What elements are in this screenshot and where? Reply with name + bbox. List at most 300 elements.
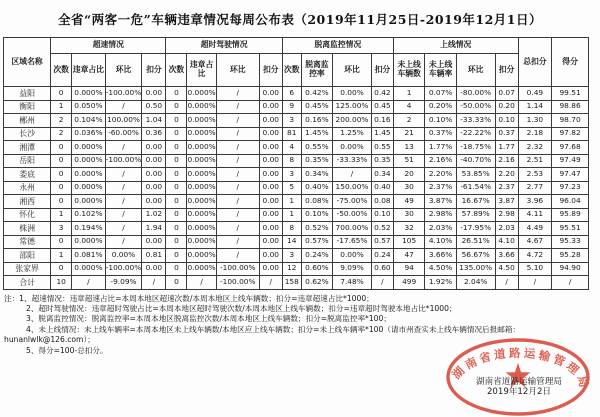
col-header-total-deduction: 总扣分 bbox=[518, 38, 552, 87]
data-cell: 0.60 bbox=[371, 262, 393, 276]
data-cell: 2.77 bbox=[518, 181, 552, 195]
data-cell: 125.00% bbox=[333, 100, 372, 114]
data-cell: 0.10 bbox=[371, 208, 393, 222]
data-cell: 2.16 bbox=[495, 154, 518, 168]
data-cell: -33.33% bbox=[456, 114, 495, 128]
data-cell: 0.000% bbox=[187, 141, 216, 155]
region-name: 长沙 bbox=[4, 127, 51, 141]
data-cell: 0 bbox=[166, 262, 187, 276]
data-cell: 0.000% bbox=[72, 87, 106, 101]
col-header-offline-vehicle-count: 未上线车辆数 bbox=[393, 54, 424, 87]
data-cell: 0.00 bbox=[259, 195, 282, 209]
data-cell: 0 bbox=[166, 181, 187, 195]
data-cell: 0.36 bbox=[142, 127, 166, 141]
data-cell: 1.77% bbox=[425, 141, 456, 155]
data-cell: / bbox=[216, 249, 259, 263]
data-cell: 0.55% bbox=[301, 141, 332, 155]
data-cell: 0.40 bbox=[371, 181, 393, 195]
data-cell: 30 bbox=[393, 208, 424, 222]
data-cell: 9.09% bbox=[333, 262, 372, 276]
data-cell: 3 bbox=[282, 249, 301, 263]
data-cell: / bbox=[105, 141, 142, 155]
data-cell: 0.000% bbox=[187, 154, 216, 168]
data-cell: 0.00 bbox=[142, 87, 166, 101]
data-cell: 2.53 bbox=[518, 168, 552, 182]
table-row bbox=[4, 127, 589, 141]
col-header-overtime-chain: 环比 bbox=[216, 54, 259, 87]
data-cell: -17.95% bbox=[456, 222, 495, 236]
data-cell: 4 bbox=[282, 141, 301, 155]
data-cell: 0.08 bbox=[371, 195, 393, 209]
data-cell: 1.30 bbox=[518, 114, 552, 128]
data-cell: / bbox=[259, 276, 282, 290]
data-cell: / bbox=[216, 154, 259, 168]
table-row bbox=[4, 222, 589, 236]
data-cell: 2 bbox=[51, 127, 72, 141]
data-cell: 0.102% bbox=[72, 208, 106, 222]
data-cell: 0.60% bbox=[301, 262, 332, 276]
data-cell: 0.16 bbox=[371, 114, 393, 128]
data-cell: 0.10% bbox=[425, 114, 456, 128]
data-cell: 95.51 bbox=[552, 222, 589, 236]
data-cell: 1 bbox=[51, 208, 72, 222]
note-line: 4、未上线情况：未上线车辆率=本周本地区未上线车辆数/本地区应上线车辆数；扣分=未上线车辆率*100（请市州查实未上线车辆情况后报邮箱： bbox=[26, 324, 521, 334]
data-cell: / bbox=[495, 276, 518, 290]
data-cell: 1 bbox=[282, 208, 301, 222]
data-cell: 12 bbox=[282, 262, 301, 276]
data-cell: 0 bbox=[51, 141, 72, 155]
data-cell: 0.000% bbox=[187, 195, 216, 209]
group-header-speeding: 超速情况 bbox=[51, 38, 166, 54]
data-cell: 0.10 bbox=[495, 114, 518, 128]
data-cell: 0.08% bbox=[301, 195, 332, 209]
region-name: 湘西 bbox=[4, 195, 51, 209]
data-cell: 4.67 bbox=[518, 235, 552, 249]
col-header-online-chain: 环比 bbox=[456, 54, 495, 87]
data-cell: 1.92% bbox=[425, 276, 456, 290]
data-cell: 6 bbox=[282, 87, 301, 101]
data-cell: 0 bbox=[166, 235, 187, 249]
data-cell: -22.22% bbox=[456, 127, 495, 141]
data-cell: 100.00% bbox=[105, 114, 142, 128]
table-row bbox=[4, 208, 589, 222]
data-cell: 0.000% bbox=[187, 208, 216, 222]
data-cell: 0.000% bbox=[72, 154, 106, 168]
data-cell: 0.52 bbox=[371, 222, 393, 236]
data-cell: 95.89 bbox=[552, 208, 589, 222]
table-row bbox=[4, 276, 589, 290]
data-cell: / bbox=[371, 276, 393, 290]
data-cell: -75.00% bbox=[333, 195, 372, 209]
data-cell: 150.00% bbox=[333, 181, 372, 195]
data-cell: 0.24% bbox=[301, 249, 332, 263]
data-cell: -33.33% bbox=[333, 154, 372, 168]
data-cell: 0.45% bbox=[301, 100, 332, 114]
data-cell: 0.62% bbox=[301, 276, 332, 290]
data-cell: -100.00% bbox=[105, 87, 142, 101]
data-cell: 0.50 bbox=[142, 100, 166, 114]
data-cell: 97.68 bbox=[552, 141, 589, 155]
data-cell: 9 bbox=[282, 100, 301, 114]
signature-block bbox=[443, 336, 595, 417]
data-cell: 0.000% bbox=[187, 235, 216, 249]
issue-date: 2019年12月2日 bbox=[486, 387, 552, 398]
region-name: 岳阳 bbox=[4, 154, 51, 168]
region-name: 益阳 bbox=[4, 87, 51, 101]
table-row bbox=[4, 168, 589, 182]
data-cell: / bbox=[333, 168, 372, 182]
data-cell: 0.00 bbox=[259, 87, 282, 101]
table-row bbox=[4, 249, 589, 263]
data-cell: 95.33 bbox=[552, 235, 589, 249]
col-header-score: 得分 bbox=[552, 38, 589, 87]
data-cell: 0.104% bbox=[72, 114, 106, 128]
data-cell: 1 bbox=[393, 87, 424, 101]
data-cell: 99.51 bbox=[552, 87, 589, 101]
data-cell: 0.050% bbox=[72, 100, 106, 114]
data-cell: 81 bbox=[282, 127, 301, 141]
data-cell: 0 bbox=[166, 127, 187, 141]
data-cell: 0 bbox=[51, 235, 72, 249]
data-cell: 0.20% bbox=[425, 100, 456, 114]
data-cell: 0.34% bbox=[301, 168, 332, 182]
data-cell: 21 bbox=[393, 127, 424, 141]
data-cell: 32 bbox=[393, 222, 424, 236]
data-cell: 0 bbox=[51, 195, 72, 209]
data-cell: 0.35 bbox=[371, 154, 393, 168]
data-cell: / bbox=[216, 127, 259, 141]
data-cell: 0.42% bbox=[301, 87, 332, 101]
col-header-overtime-count: 次数 bbox=[166, 54, 187, 87]
group-header-online-status: 上线情况 bbox=[393, 38, 518, 54]
col-header-speeding-count: 次数 bbox=[51, 54, 72, 87]
region-name: 邵阳 bbox=[4, 249, 51, 263]
group-header-overtime-driving: 超时驾驶情况 bbox=[166, 38, 282, 54]
data-cell: / bbox=[216, 181, 259, 195]
data-cell: 0.00 bbox=[259, 100, 282, 114]
col-header-overtime-deduction: 扣分 bbox=[259, 54, 282, 87]
data-cell: 14 bbox=[282, 235, 301, 249]
data-cell: 97.82 bbox=[552, 127, 589, 141]
data-cell: 8 bbox=[282, 154, 301, 168]
data-cell: / bbox=[518, 276, 552, 290]
table-row bbox=[4, 235, 589, 249]
data-cell: 4.72 bbox=[518, 249, 552, 263]
col-header-monitor-rate: 脱离监控率 bbox=[301, 54, 332, 87]
data-cell: 0.000% bbox=[72, 168, 106, 182]
data-cell: 1.45% bbox=[301, 127, 332, 141]
data-cell: 0.10% bbox=[301, 208, 332, 222]
col-header-overtime-ratio: 违章占比 bbox=[187, 54, 216, 87]
data-cell: 158 bbox=[282, 276, 301, 290]
table-row bbox=[4, 100, 589, 114]
data-cell: 0.000% bbox=[187, 222, 216, 236]
data-cell: -18.75% bbox=[456, 141, 495, 155]
data-cell: 4.10 bbox=[495, 235, 518, 249]
data-cell: / bbox=[187, 276, 216, 290]
data-cell: 2.32 bbox=[518, 141, 552, 155]
region-name: 衡阳 bbox=[4, 100, 51, 114]
data-cell: 2 bbox=[393, 114, 424, 128]
data-cell: 0.40% bbox=[301, 181, 332, 195]
data-cell: 1.02 bbox=[142, 208, 166, 222]
data-cell: 95.28 bbox=[552, 249, 589, 263]
data-cell: 94.90 bbox=[552, 262, 589, 276]
data-cell: 0.07 bbox=[495, 87, 518, 101]
data-cell: 0 bbox=[166, 114, 187, 128]
data-cell: 0.00 bbox=[142, 141, 166, 155]
data-cell: 20 bbox=[393, 168, 424, 182]
data-cell: 0.00 bbox=[259, 154, 282, 168]
data-cell: 57.89% bbox=[456, 208, 495, 222]
data-cell: 0.00 bbox=[259, 262, 282, 276]
data-cell: / bbox=[216, 208, 259, 222]
data-cell: 97.47 bbox=[552, 168, 589, 182]
page-title: 全省“两客一危”车辆违章情况每周公布表（2019年11月25日-2019年12月1日） bbox=[57, 12, 543, 27]
data-cell: -100.00% bbox=[105, 154, 142, 168]
region-name: 永州 bbox=[4, 181, 51, 195]
violation-table bbox=[3, 37, 589, 290]
data-cell: 0.00 bbox=[142, 181, 166, 195]
data-cell: / bbox=[105, 235, 142, 249]
data-cell: 0 bbox=[166, 222, 187, 236]
data-cell: 2 bbox=[51, 114, 72, 128]
data-cell: 0.37 bbox=[495, 127, 518, 141]
data-cell: 0.000% bbox=[187, 100, 216, 114]
data-cell: 0.35% bbox=[301, 154, 332, 168]
data-cell: 2.20 bbox=[495, 168, 518, 182]
data-cell: -100.00% bbox=[216, 276, 259, 290]
data-cell: 96.04 bbox=[552, 195, 589, 209]
table-body bbox=[4, 87, 589, 290]
col-header-online-deduction: 扣分 bbox=[495, 54, 518, 87]
data-cell: 3.87% bbox=[425, 195, 456, 209]
data-cell: 1.04 bbox=[142, 114, 166, 128]
data-cell: / bbox=[105, 208, 142, 222]
data-cell: / bbox=[216, 87, 259, 101]
data-cell: 49 bbox=[393, 195, 424, 209]
col-header-monitor-deduction: 扣分 bbox=[371, 54, 393, 87]
data-cell: 0.00 bbox=[142, 262, 166, 276]
data-cell: 56.67% bbox=[456, 249, 495, 263]
data-cell: 0.00 bbox=[142, 168, 166, 182]
data-cell: 0.00 bbox=[259, 168, 282, 182]
data-cell: 0.00% bbox=[333, 87, 372, 101]
data-cell: 3 bbox=[282, 168, 301, 182]
note-line: 注：1、超速情况：违章超速占比=本周本地区超速次数/本周本地区上线车辆数；扣分=违章超速占比*1000； bbox=[4, 293, 374, 303]
data-cell: 2.51 bbox=[518, 154, 552, 168]
data-cell: 0.000% bbox=[72, 195, 106, 209]
data-cell: -80.00% bbox=[456, 87, 495, 101]
data-cell: 97.49 bbox=[552, 154, 589, 168]
data-cell: 0.000% bbox=[187, 249, 216, 263]
data-cell: 105 bbox=[393, 235, 424, 249]
data-cell: 0.45 bbox=[371, 100, 393, 114]
data-cell: 0 bbox=[166, 141, 187, 155]
data-cell: / bbox=[216, 168, 259, 182]
data-cell: 98.86 bbox=[552, 100, 589, 114]
data-cell: 1.45 bbox=[371, 127, 393, 141]
data-cell: -100.00% bbox=[216, 262, 259, 276]
data-cell: 10 bbox=[51, 276, 72, 290]
table-row bbox=[4, 181, 589, 195]
data-cell: 2.03 bbox=[495, 222, 518, 236]
data-cell: / bbox=[216, 141, 259, 155]
data-cell: 0.000% bbox=[187, 168, 216, 182]
data-cell: 94 bbox=[393, 262, 424, 276]
data-cell: / bbox=[105, 195, 142, 209]
region-name: 郴州 bbox=[4, 114, 51, 128]
data-cell: 26.51% bbox=[456, 235, 495, 249]
data-cell: 1 bbox=[51, 100, 72, 114]
data-cell: 2.04% bbox=[456, 276, 495, 290]
data-cell: / bbox=[105, 100, 142, 114]
data-cell: / bbox=[105, 168, 142, 182]
data-cell: 0 bbox=[166, 100, 187, 114]
data-cell: 16.67% bbox=[456, 195, 495, 209]
data-cell: 0.24 bbox=[371, 249, 393, 263]
data-cell: 0.42 bbox=[371, 87, 393, 101]
data-cell: 97.23 bbox=[552, 181, 589, 195]
col-header-speeding-ratio: 违章占比 bbox=[72, 54, 106, 87]
data-cell: 8 bbox=[282, 222, 301, 236]
data-cell: / bbox=[105, 181, 142, 195]
data-cell: 0 bbox=[51, 87, 72, 101]
data-cell: / bbox=[552, 276, 589, 290]
data-cell: 0.07% bbox=[425, 87, 456, 101]
data-cell: 200.00% bbox=[333, 114, 372, 128]
region-name: 张家界 bbox=[4, 262, 51, 276]
data-cell: 53.85% bbox=[456, 168, 495, 182]
data-cell: 0.52% bbox=[301, 222, 332, 236]
data-cell: 3.87 bbox=[495, 195, 518, 209]
data-cell: / bbox=[216, 235, 259, 249]
col-header-offline-vehicle-rate: 未上线车辆率 bbox=[425, 54, 456, 87]
data-cell: 0.000% bbox=[72, 235, 106, 249]
data-cell: 0 bbox=[166, 195, 187, 209]
data-cell: 0.20 bbox=[495, 100, 518, 114]
data-cell: 7.48% bbox=[333, 276, 372, 290]
data-cell: 2.20% bbox=[425, 168, 456, 182]
data-cell: 0.00 bbox=[259, 141, 282, 155]
data-cell: 5 bbox=[282, 181, 301, 195]
data-cell: 0.00 bbox=[259, 208, 282, 222]
region-name: 湘潭 bbox=[4, 141, 51, 155]
data-cell: 2.03% bbox=[425, 222, 456, 236]
data-cell: 0 bbox=[51, 181, 72, 195]
data-cell: 0.036% bbox=[72, 127, 106, 141]
data-cell: 0.00 bbox=[259, 181, 282, 195]
data-cell: 1 bbox=[51, 249, 72, 263]
data-cell: 1.14 bbox=[518, 100, 552, 114]
data-cell: 0.00 bbox=[259, 114, 282, 128]
data-cell: -60.00% bbox=[105, 127, 142, 141]
data-cell: 0.00 bbox=[259, 249, 282, 263]
data-cell: 98.70 bbox=[552, 114, 589, 128]
data-cell: -100.00% bbox=[105, 262, 142, 276]
data-cell: 0.16% bbox=[301, 114, 332, 128]
data-cell: 0.00 bbox=[259, 127, 282, 141]
data-cell: 0 bbox=[166, 208, 187, 222]
data-cell: 3.66% bbox=[425, 249, 456, 263]
data-cell: 2.16% bbox=[425, 154, 456, 168]
data-cell: 0.37% bbox=[425, 127, 456, 141]
data-cell: 0.81 bbox=[142, 249, 166, 263]
data-cell: 0.000% bbox=[187, 262, 216, 276]
data-cell: 3.66 bbox=[495, 249, 518, 263]
data-cell: 135.00% bbox=[456, 262, 495, 276]
group-header-offline-monitoring: 脱离监控情况 bbox=[282, 38, 393, 54]
table-row bbox=[4, 195, 589, 209]
data-cell: / bbox=[216, 114, 259, 128]
data-cell: 0.00 bbox=[142, 154, 166, 168]
data-cell: 499 bbox=[393, 276, 424, 290]
data-cell: 47 bbox=[393, 249, 424, 263]
data-cell: 0.49 bbox=[518, 87, 552, 101]
data-cell: 0.57 bbox=[371, 235, 393, 249]
col-header-monitor-count: 次数 bbox=[282, 54, 301, 87]
data-cell: 2.18 bbox=[518, 127, 552, 141]
note-line: 2、超时驾驶情况：违章超时驾驶占比=本周本地区超时驾驶次数/本周本地区上线车辆数；扣分=违章超时驾驶本地占比*1000； bbox=[26, 303, 457, 313]
data-cell: 1 bbox=[282, 195, 301, 209]
seal-text: 湖南省道路运输管理局 bbox=[449, 345, 592, 392]
data-cell: 1.25% bbox=[333, 127, 372, 141]
data-cell: 1.77 bbox=[495, 141, 518, 155]
data-cell: 0.34 bbox=[371, 168, 393, 182]
data-cell: 0.194% bbox=[72, 222, 106, 236]
col-header-monitor-chain: 环比 bbox=[333, 54, 372, 87]
data-cell: 5.10 bbox=[518, 262, 552, 276]
col-header-speeding-deduction: 扣分 bbox=[142, 54, 166, 87]
table-row bbox=[4, 154, 589, 168]
data-cell: 700.00% bbox=[333, 222, 372, 236]
data-cell: 0 bbox=[166, 249, 187, 263]
signature-text bbox=[443, 377, 595, 399]
data-cell: / bbox=[142, 276, 166, 290]
data-cell: 0.00 bbox=[259, 235, 282, 249]
data-cell: 51 bbox=[393, 154, 424, 168]
data-cell: -9.09% bbox=[105, 276, 142, 290]
region-name: 常德 bbox=[4, 235, 51, 249]
data-cell: 0.55 bbox=[371, 141, 393, 155]
table-row bbox=[4, 141, 589, 155]
data-cell: -17.65% bbox=[333, 235, 372, 249]
region-name: 合计 bbox=[4, 276, 51, 290]
data-cell: 0.000% bbox=[72, 262, 106, 276]
data-cell: 4.50 bbox=[495, 262, 518, 276]
note-line: 5、得分=100-总扣分。 bbox=[26, 345, 108, 355]
data-cell: / bbox=[105, 222, 142, 236]
data-cell: 0 bbox=[166, 276, 187, 290]
data-cell: 0.00 bbox=[142, 195, 166, 209]
issuing-org: 湖南省道路运输管理局 bbox=[476, 377, 562, 387]
data-cell: 0.000% bbox=[187, 87, 216, 101]
data-cell: 0.00% bbox=[333, 141, 372, 155]
data-cell: 4 bbox=[393, 100, 424, 114]
data-cell: 30 bbox=[393, 181, 424, 195]
data-cell: -61.54% bbox=[456, 181, 495, 195]
data-cell: 0.000% bbox=[187, 127, 216, 141]
col-header-region: 区域名称 bbox=[4, 38, 51, 87]
table-row bbox=[4, 87, 589, 101]
data-cell: 0.000% bbox=[187, 114, 216, 128]
data-cell: 3 bbox=[51, 222, 72, 236]
note-line: 3、脱离监控情况：脱离监控率=本周本地区脱离监控次数/本周本地区上线车辆数；扣分=脱离监控率*100； bbox=[26, 314, 391, 324]
data-cell: 0 bbox=[166, 154, 187, 168]
data-cell: 3 bbox=[282, 114, 301, 128]
data-cell: 2.37 bbox=[495, 181, 518, 195]
data-cell: 4.49 bbox=[518, 222, 552, 236]
